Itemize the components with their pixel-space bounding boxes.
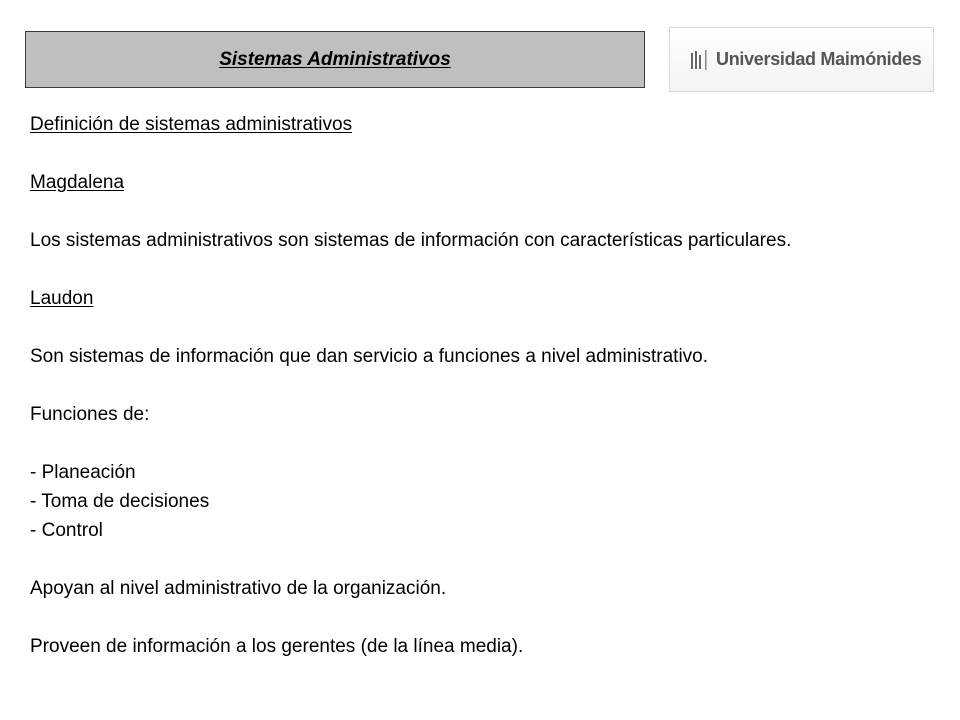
author-magdalena: Magdalena: [30, 172, 125, 193]
definition-laudon: Son sistemas de información que dan servicio a funciones a nivel administrativo.: [30, 346, 709, 367]
logo-text: Universidad Maimónides: [716, 49, 922, 69]
page-title: Sistemas Administrativos: [219, 48, 451, 70]
section-heading: Definición de sistemas administrativos: [30, 114, 353, 135]
title-box: [25, 31, 645, 88]
provide-statement: Proveen de información a los gerentes (de la línea media).: [30, 636, 524, 657]
function-item: - Planeación: [30, 462, 136, 483]
function-item: - Control: [30, 520, 103, 541]
functions-intro: Funciones de:: [30, 404, 150, 425]
content-body: [30, 110, 910, 661]
university-logo: [669, 27, 934, 92]
definition-magdalena: Los sistemas administrativos son sistemas de información con características particulares.: [30, 230, 792, 251]
support-statement: Apoyan al nivel administrativo de la organización.: [30, 578, 447, 599]
author-laudon: Laudon: [30, 288, 94, 309]
function-item: - Toma de decisiones: [30, 491, 210, 512]
logo-bars-icon: [690, 49, 712, 71]
